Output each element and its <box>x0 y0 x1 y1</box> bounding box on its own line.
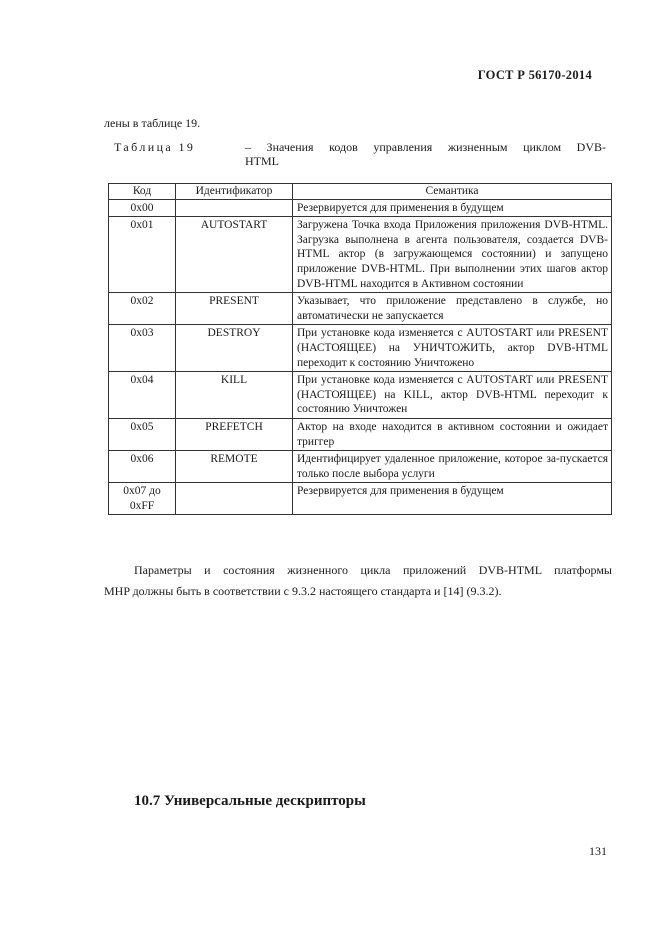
cell-identifier <box>176 199 293 217</box>
header-semantics: Семантика <box>293 184 612 200</box>
paragraph-line: MHP должны быть в соответствии с 9.3.2 настоящего стандарта и [14] (9.3.2). <box>104 584 502 598</box>
cell-code: 0x07 до 0xFF <box>109 483 176 515</box>
table-caption-title: – Значения кодов управления жизненным циклом DVB- <box>245 140 606 154</box>
section-heading: 10.7 Универсальные дескрипторы <box>134 793 366 809</box>
cell-semantics: При установке кода изменяется с AUTOSTART или PRESENT (НАСТОЯЩЕЕ) на KILL, актор DVB-HTML переходит к состоянию Уничтожен <box>293 372 612 419</box>
cell-semantics: Указывает, что приложение представлено в службе, но автоматически не запускается <box>293 293 612 325</box>
document-header: ГОСТ Р 56170-2014 <box>477 68 592 82</box>
cell-code: 0x05 <box>109 418 176 450</box>
cell-semantics: Актор на входе находится в активном состоянии и ожидает триггер <box>293 418 612 450</box>
cell-semantics: Загружена Точка входа Приложения приложения DVB-HTML. Загрузка выполнена в агента пользователя, создается DVB-HTML актор (в загружающемся состоянии) и запущено приложение DVB-HTML. При выполнении этих шагов актор DVB-HTML находится в Активном состоянии <box>293 217 612 293</box>
table-row <box>109 199 612 217</box>
table-row <box>109 418 612 450</box>
lifecycle-codes-table <box>108 183 612 515</box>
paragraph-line: Параметры и состояния жизненного цикла приложений DVB-HTML платформы <box>134 563 612 577</box>
cell-semantics: При установке кода изменяется с AUTOSTART или PRESENT (НАСТОЯЩЕЕ) на УНИЧТОЖИТЬ, актор DVB-HTML переходит к состоянию Уничтожено <box>293 325 612 372</box>
table-caption-title-cont: HTML <box>245 154 279 168</box>
cell-identifier: KILL <box>176 372 293 419</box>
table-header-row <box>109 184 612 200</box>
cell-identifier: DESTROY <box>176 325 293 372</box>
cell-code: 0x00 <box>109 199 176 217</box>
cell-code: 0x03 <box>109 325 176 372</box>
cell-identifier: PREFETCH <box>176 418 293 450</box>
cell-code: 0x06 <box>109 451 176 483</box>
cell-code: 0x02 <box>109 293 176 325</box>
cell-identifier: PRESENT <box>176 293 293 325</box>
cell-semantics: Резервируется для применения в будущем <box>293 483 612 515</box>
table-caption-label: Таблица 19 <box>114 140 196 154</box>
table-row <box>109 293 612 325</box>
table-row <box>109 325 612 372</box>
table-row <box>109 372 612 419</box>
cell-identifier: REMOTE <box>176 451 293 483</box>
cell-semantics: Идентифицирует удаленное приложение, которое за-пускается только после выбора услуги <box>293 451 612 483</box>
cell-code: 0x01 <box>109 217 176 293</box>
table-row <box>109 483 612 515</box>
intro-text: лены в таблице 19. <box>104 116 201 130</box>
cell-identifier <box>176 483 293 515</box>
table-row <box>109 451 612 483</box>
cell-semantics: Резервируется для применения в будущем <box>293 199 612 217</box>
page-number: 131 <box>589 844 607 858</box>
header-code: Код <box>109 184 176 200</box>
body-paragraph <box>104 560 612 602</box>
table-row <box>109 217 612 293</box>
cell-code: 0x04 <box>109 372 176 419</box>
cell-identifier: AUTOSTART <box>176 217 293 293</box>
header-identifier: Идентификатор <box>176 184 293 200</box>
